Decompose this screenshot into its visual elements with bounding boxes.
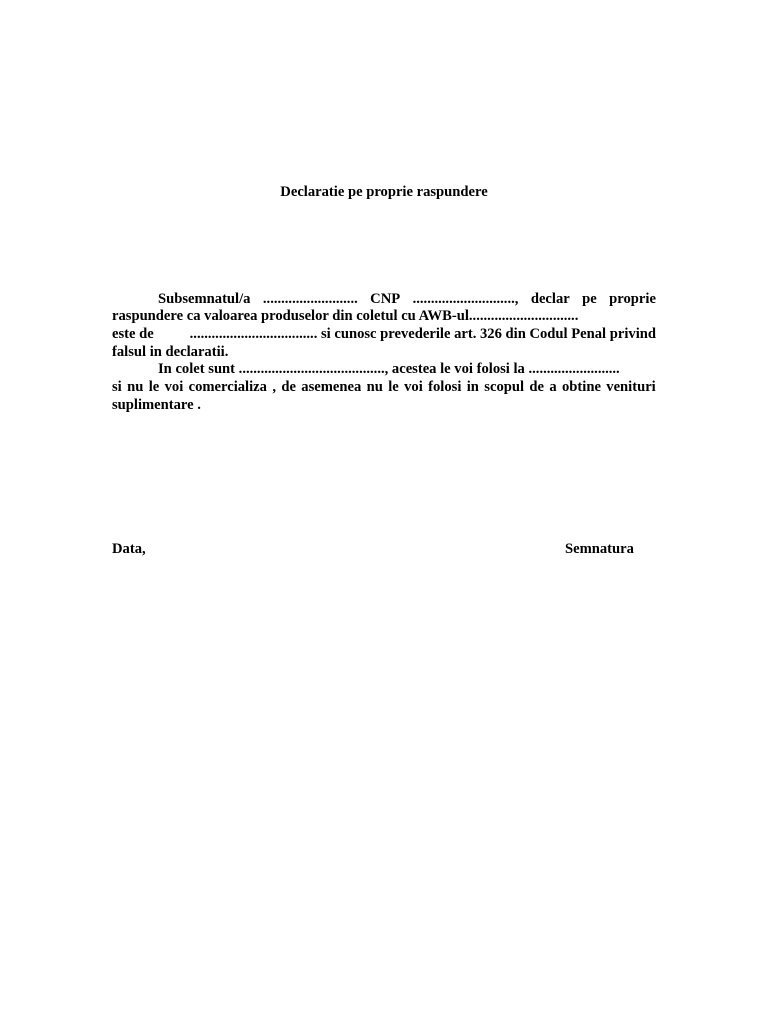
body-line-5: In colet sunt ........................................, acestea le voi folosi la ......................... — [158, 361, 620, 377]
word: a — [549, 379, 557, 395]
word: folosi — [428, 379, 462, 395]
word: pe — [582, 291, 597, 307]
word: este de — [112, 326, 154, 342]
body-line-2: raspundere ca valoarea produselor din coletul cu AWB-ul.............................. — [112, 308, 579, 324]
word: declar — [530, 291, 570, 307]
blank-value: ................................... si cunosc prevederile art. 326 din Codul Penal privind — [189, 326, 656, 342]
word: nu — [127, 379, 144, 395]
word: asemenea — [301, 379, 362, 395]
word: de — [529, 379, 544, 395]
body-line-3 — [112, 325, 656, 343]
word: voi — [164, 379, 184, 395]
word: obtine — [562, 379, 601, 395]
word: scopul — [484, 379, 525, 395]
signature-label: Semnatura — [565, 541, 634, 557]
body-line-7: suplimentare . — [112, 397, 201, 413]
blank-cnp: ............................, — [412, 291, 519, 307]
body-line-6 — [112, 378, 656, 396]
body-line-1 — [158, 290, 656, 308]
word: nu — [366, 379, 383, 395]
word: si — [112, 379, 122, 395]
date-label: Data, — [112, 541, 146, 557]
word: CNP — [370, 291, 401, 307]
word: de — [281, 379, 296, 395]
word: le — [388, 379, 399, 395]
blank-name: .......................... — [262, 291, 358, 307]
word: , — [272, 379, 276, 395]
word: venituri — [606, 379, 656, 395]
word: in — [466, 379, 479, 395]
word: voi — [404, 379, 423, 395]
word: comercializa — [188, 379, 267, 395]
body-line-4: falsul in declaratii. — [112, 344, 229, 360]
document-title: Declaratie pe proprie raspundere — [280, 184, 488, 200]
word: Subsemnatul/a — [158, 291, 251, 307]
word: le — [148, 379, 160, 395]
word: proprie — [609, 291, 656, 307]
